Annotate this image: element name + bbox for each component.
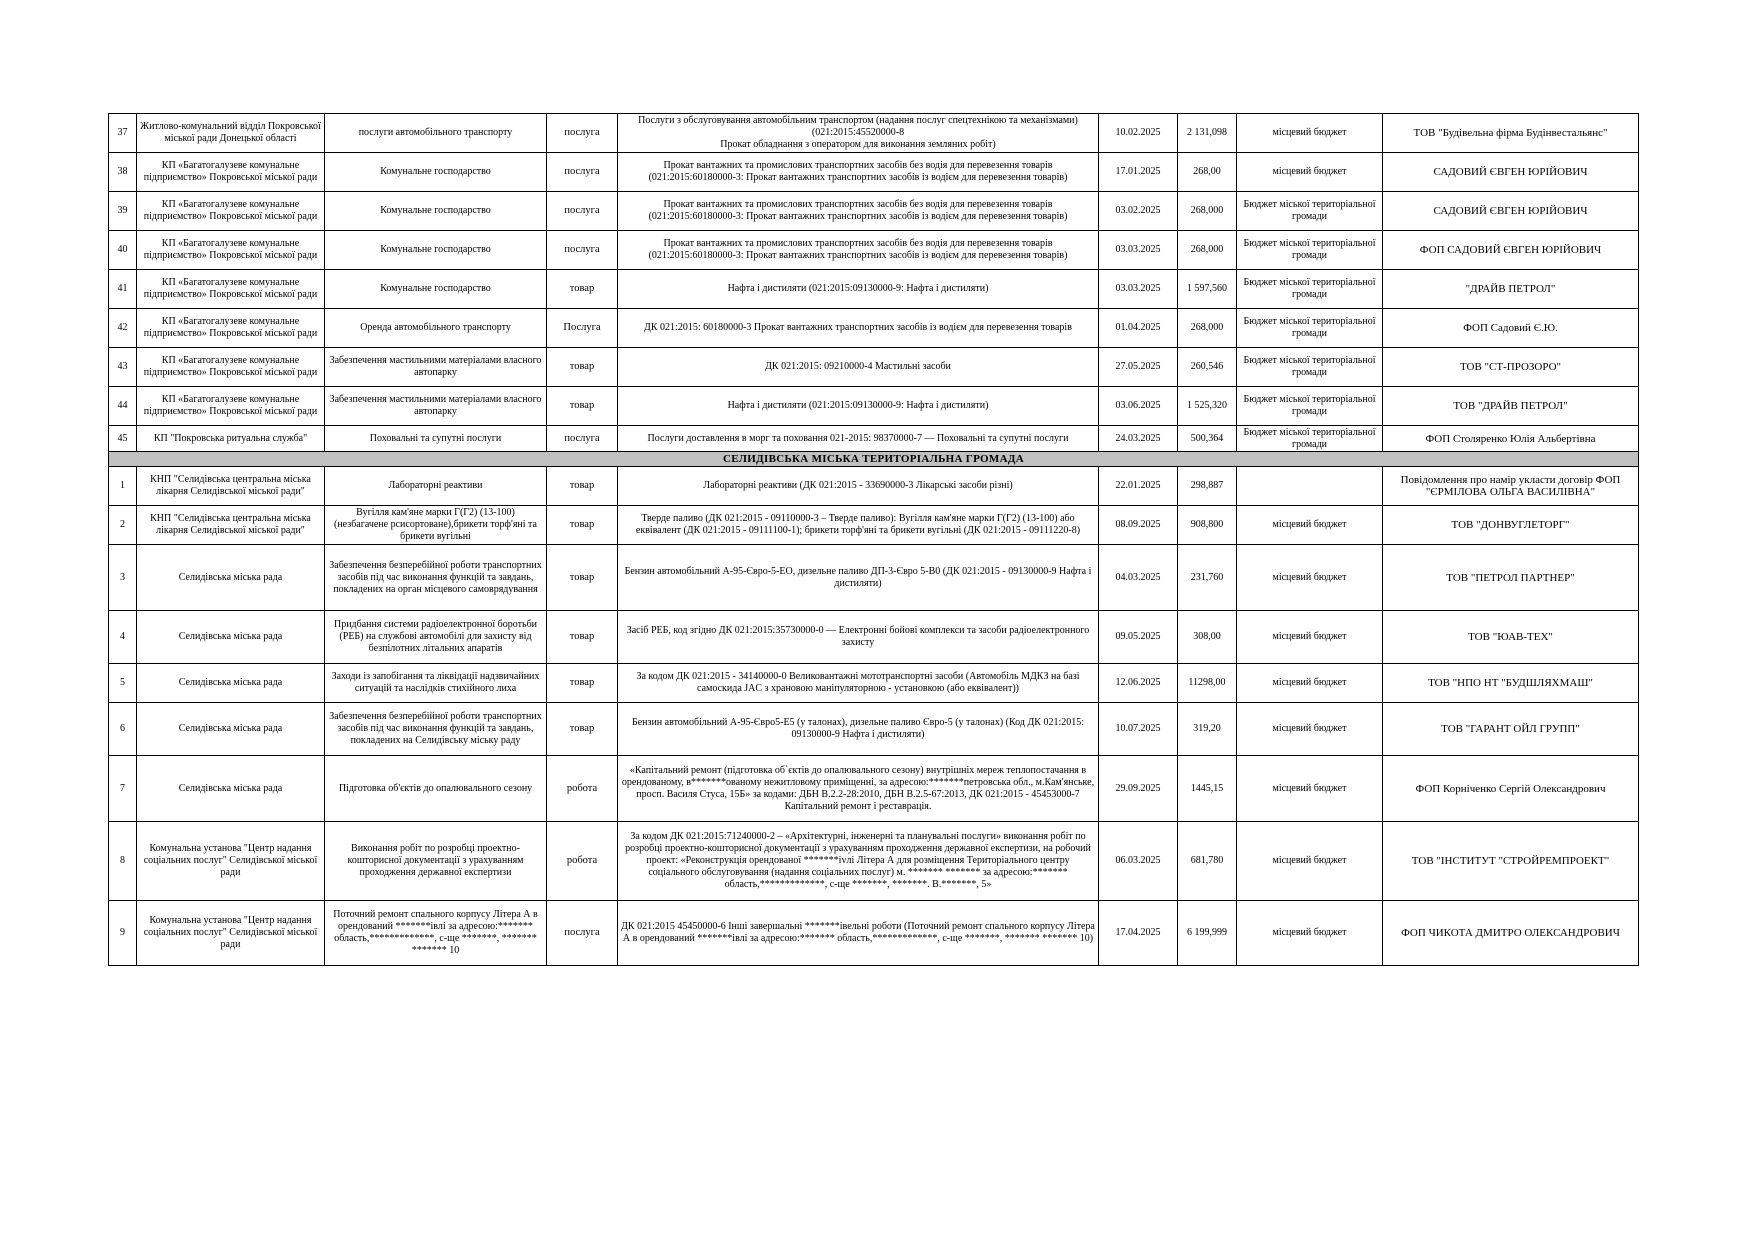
winner-cell: ТОВ "ДОНВУГЛЕТОРГ" [1383, 506, 1639, 545]
subject-cell: Забезпечення мастильними матеріалами власного автопарку [325, 348, 547, 387]
procurement-table [108, 113, 1639, 966]
winner-cell: ТОВ "ГАРАНТ ОЙЛ ГРУПП" [1383, 703, 1639, 756]
procurement-type-cell: товар [547, 270, 618, 309]
procurement-type-cell: послуга [547, 426, 618, 452]
subject-cell: Комунальне господарство [325, 192, 547, 231]
date-cell: 29.09.2025 [1099, 756, 1178, 822]
cpv-description-cell: Нафта і дистиляти (021:2015:09130000-9: Нафта і дистиляти) [618, 270, 1099, 309]
cpv-description-cell: Бензин автомобільний А-95-Євро-5-ЕО, дизельне паливо ДП-3-Євро 5-В0 (ДК 021:2015 - 09130000-9 Нафта і дистиляти) [618, 545, 1099, 611]
winner-cell: ТОВ "ПЕТРОЛ ПАРТНЕР" [1383, 545, 1639, 611]
cpv-description-cell: Послуги доставлення в морг та поховання 021-2015: 98370000-7 — Поховальні та супутні послуги [618, 426, 1099, 452]
amount-cell: 11298,00 [1178, 664, 1237, 703]
table-row [109, 703, 1639, 756]
budget-source-cell: місцевий бюджет [1237, 611, 1383, 664]
row-number: 42 [109, 309, 137, 348]
amount-cell: 681,780 [1178, 822, 1237, 901]
winner-cell: ТОВ "НПО НТ "БУДШЛЯХМАШ" [1383, 664, 1639, 703]
cpv-description-cell: ДК 021:2015 45450000-6 Інші завершальні *******івельні роботи (Поточний ремонт спального корпусу Літера А в орендований *******івлі за адресою:******* область,*************, с-ще *******, ******* ******* 10) [618, 901, 1099, 966]
customer-cell: Селидівська міська рада [137, 756, 325, 822]
winner-cell: ФОП САДОВИЙ ЄВГЕН ЮРІЙОВИЧ [1383, 231, 1639, 270]
subject-cell: Заходи із запобігання та ліквідації надзвичайних ситуацій та наслідків стихійного лиха [325, 664, 547, 703]
subject-cell: Поточний ремонт спального корпусу Літера А в орендований *******івлі за адресою:******* область,*************, с-ще *******, ******* ******* 10 [325, 901, 547, 966]
procurement-type-cell: товар [547, 387, 618, 426]
procurement-type-cell: товар [547, 545, 618, 611]
cpv-description-cell: ДК 021:2015: 60180000-3 Прокат вантажних транспортних засобів із водієм для перевезення товарів [618, 309, 1099, 348]
procurement-type-cell: послуга [547, 153, 618, 192]
winner-cell: САДОВИЙ ЄВГЕН ЮРІЙОВИЧ [1383, 153, 1639, 192]
amount-cell: 298,887 [1178, 467, 1237, 506]
procurement-type-cell: товар [547, 467, 618, 506]
winner-cell: ФОП Садовий Є.Ю. [1383, 309, 1639, 348]
date-cell: 10.07.2025 [1099, 703, 1178, 756]
cpv-description-cell: ДК 021:2015: 09210000-4 Мастильні засоби [618, 348, 1099, 387]
table-row [109, 611, 1639, 664]
date-cell: 09.05.2025 [1099, 611, 1178, 664]
table-row [109, 756, 1639, 822]
procurement-type-cell: послуга [547, 114, 618, 153]
cpv-description-cell: Бензин автомобільний А-95-Євро5-Е5 (у талонах), дизельне паливо Євро-5 (у талонах) (Код ДК 021:2015: 09130000-9 Нафта і дистиляти) [618, 703, 1099, 756]
procurement-type-cell: послуга [547, 192, 618, 231]
budget-source-cell [1237, 467, 1383, 506]
row-number: 9 [109, 901, 137, 966]
date-cell: 03.06.2025 [1099, 387, 1178, 426]
amount-cell: 1 597,560 [1178, 270, 1237, 309]
procurement-type-cell: робота [547, 756, 618, 822]
row-number: 2 [109, 506, 137, 545]
amount-cell: 268,00 [1178, 153, 1237, 192]
budget-source-cell: Бюджет міської територіальної громади [1237, 309, 1383, 348]
customer-cell: КП «Багатогалузеве комунальне підприємство» Покровської міської ради [137, 153, 325, 192]
budget-source-cell: місцевий бюджет [1237, 822, 1383, 901]
budget-source-cell: Бюджет міської територіальної громади [1237, 231, 1383, 270]
budget-source-cell: місцевий бюджет [1237, 664, 1383, 703]
customer-cell: Селидівська міська рада [137, 703, 325, 756]
subject-cell: Забезпечення безперебійної роботи транспортних засобів під час виконання функцій та завдань, покладених на Селидівську міську раду [325, 703, 547, 756]
row-number: 40 [109, 231, 137, 270]
table-row [109, 664, 1639, 703]
date-cell: 06.03.2025 [1099, 822, 1178, 901]
table-row [109, 901, 1639, 966]
winner-cell: ТОВ "ЮАВ-ТЕХ" [1383, 611, 1639, 664]
subject-cell: Комунальне господарство [325, 231, 547, 270]
amount-cell: 260,546 [1178, 348, 1237, 387]
row-number: 39 [109, 192, 137, 231]
subject-cell: Придбання системи радіоелектронної боротьби (РЕБ) на службові автомобілі для захисту від безпілотних літальних апаратів [325, 611, 547, 664]
winner-cell: ТОВ "СТ-ПРОЗОРО" [1383, 348, 1639, 387]
table-row [109, 153, 1639, 192]
cpv-description-cell: Послуги з обслуговування автомобільним транспортом (надання послуг спецтехнікою та механізмами) (021:2015:45520000-8 Прокат обладнання з оператором для виконання земляних робіт) [618, 114, 1099, 153]
date-cell: 04.03.2025 [1099, 545, 1178, 611]
cpv-description-cell: Тверде паливо (ДК 021:2015 - 09110000-3 – Тверде паливо): Вугілля кам'яне марки Г(Г2) (13-100) або еквівалент (ДК 021:2015 - 09111100-1); брикети торф'яні та брикети вугільні (ДК 021:2015 - 09111220-8) [618, 506, 1099, 545]
amount-cell: 500,364 [1178, 426, 1237, 452]
budget-source-cell: місцевий бюджет [1237, 756, 1383, 822]
budget-source-cell: Бюджет міської територіальної громади [1237, 387, 1383, 426]
customer-cell: Селидівська міська рада [137, 664, 325, 703]
date-cell: 03.03.2025 [1099, 270, 1178, 309]
row-number: 45 [109, 426, 137, 452]
customer-cell: Комунальна установа "Центр надання соціальних послуг" Селидівської міської ради [137, 822, 325, 901]
cpv-description-cell: Засіб РЕБ, код згідно ДК 021:2015:35730000-0 — Електронні бойові комплекси та засоби радіоелектронного захисту [618, 611, 1099, 664]
amount-cell: 231,760 [1178, 545, 1237, 611]
budget-source-cell: місцевий бюджет [1237, 703, 1383, 756]
customer-cell: КП «Багатогалузеве комунальне підприємство» Покровської міської ради [137, 192, 325, 231]
date-cell: 03.02.2025 [1099, 192, 1178, 231]
row-number: 6 [109, 703, 137, 756]
budget-source-cell: Бюджет міської територіальної громади [1237, 192, 1383, 231]
cpv-description-cell: Прокат вантажних та промислових транспортних засобів без водія для перевезення товарів (021:2015:60180000-3: Прокат вантажних транспортних засобів із водієм для перевезення товарів) [618, 153, 1099, 192]
customer-cell: КНП "Селидівська центральна міська лікарня Селидівської міської ради" [137, 467, 325, 506]
table-row [109, 387, 1639, 426]
row-number: 37 [109, 114, 137, 153]
budget-source-cell: місцевий бюджет [1237, 506, 1383, 545]
winner-cell: ФОП Столяренко Юлія Альбертівна [1383, 426, 1639, 452]
amount-cell: 268,000 [1178, 192, 1237, 231]
customer-cell: КП «Багатогалузеве комунальне підприємство» Покровської міської ради [137, 309, 325, 348]
cpv-description-cell: Прокат вантажних та промислових транспортних засобів без водія для перевезення товарів (021:2015:60180000-3: Прокат вантажних транспортних засобів із водієм для перевезення товарів) [618, 231, 1099, 270]
section-header-row [109, 452, 1639, 467]
table-row [109, 114, 1639, 153]
procurement-type-cell: послуга [547, 231, 618, 270]
cpv-description-cell: За кодом ДК 021:2015 - 34140000-0 Великовантажні мототранспортні засоби (Автомобіль МДКЗ на базі самоскида JAC з храновою маніпуляторною - установкою (або еквівалент)) [618, 664, 1099, 703]
date-cell: 17.04.2025 [1099, 901, 1178, 966]
customer-cell: КП «Багатогалузеве комунальне підприємство» Покровської міської ради [137, 231, 325, 270]
row-number: 43 [109, 348, 137, 387]
customer-cell: КП «Багатогалузеве комунальне підприємство» Покровської міської ради [137, 348, 325, 387]
amount-cell: 319,20 [1178, 703, 1237, 756]
table-row [109, 426, 1639, 452]
budget-source-cell: місцевий бюджет [1237, 153, 1383, 192]
winner-cell: Повідомлення про намір укласти договір ФОП "ЄРМІЛОВА ОЛЬГА ВАСИЛІВНА" [1383, 467, 1639, 506]
amount-cell: 1 525,320 [1178, 387, 1237, 426]
customer-cell: КП «Багатогалузеве комунальне підприємство» Покровської міської ради [137, 270, 325, 309]
row-number: 7 [109, 756, 137, 822]
subject-cell: Комунальне господарство [325, 270, 547, 309]
table-row [109, 545, 1639, 611]
row-number: 3 [109, 545, 137, 611]
winner-cell: ТОВ "ДРАЙВ ПЕТРОЛ" [1383, 387, 1639, 426]
row-number: 44 [109, 387, 137, 426]
row-number: 4 [109, 611, 137, 664]
customer-cell: Комунальна установа "Центр надання соціальних послуг" Селидівської міської ради [137, 901, 325, 966]
winner-cell: ТОВ "ІНСТИТУТ "СТРОЙРЕМПРОЕКТ" [1383, 822, 1639, 901]
customer-cell: КП «Багатогалузеве комунальне підприємство» Покровської міської ради [137, 387, 325, 426]
table-row [109, 467, 1639, 506]
date-cell: 08.09.2025 [1099, 506, 1178, 545]
amount-cell: 2 131,098 [1178, 114, 1237, 153]
table-row [109, 822, 1639, 901]
amount-cell: 308,00 [1178, 611, 1237, 664]
date-cell: 17.01.2025 [1099, 153, 1178, 192]
cpv-description-cell: Лабораторні реактиви (ДК 021:2015 - 33690000-3 Лікарські засоби різні) [618, 467, 1099, 506]
date-cell: 22.01.2025 [1099, 467, 1178, 506]
subject-cell: Поховальні та супутні послуги [325, 426, 547, 452]
procurement-type-cell: Послуга [547, 309, 618, 348]
subject-cell: Лабораторні реактиви [325, 467, 547, 506]
table-row [109, 231, 1639, 270]
procurement-type-cell: товар [547, 506, 618, 545]
table-row [109, 506, 1639, 545]
procurement-type-cell: товар [547, 664, 618, 703]
subject-cell: Оренда автомобільного транспорту [325, 309, 547, 348]
row-number: 38 [109, 153, 137, 192]
subject-cell: Виконання робіт по розробці проектно-кошторисної документації з урахуванням проходження державної експертизи [325, 822, 547, 901]
row-number: 8 [109, 822, 137, 901]
amount-cell: 908,800 [1178, 506, 1237, 545]
budget-source-cell: місцевий бюджет [1237, 545, 1383, 611]
budget-source-cell: Бюджет міської територіальної громади [1237, 348, 1383, 387]
budget-source-cell: місцевий бюджет [1237, 901, 1383, 966]
row-number: 1 [109, 467, 137, 506]
section-title: СЕЛИДІВСЬКА МІСЬКА ТЕРИТОРІАЛЬНА ГРОМАДА [109, 452, 1639, 467]
customer-cell: Селидівська міська рада [137, 611, 325, 664]
customer-cell: Селидівська міська рада [137, 545, 325, 611]
procurement-type-cell: товар [547, 348, 618, 387]
date-cell: 24.03.2025 [1099, 426, 1178, 452]
procurement-type-cell: товар [547, 611, 618, 664]
subject-cell: Вугілля кам'яне марки Г(Г2) (13-100) (незбагачене рсисортоване),брикети торф'яні та брикети вугільні [325, 506, 547, 545]
procurement-type-cell: товар [547, 703, 618, 756]
subject-cell: Забезпечення безперебійної роботи транспортних засобів під час виконання функцій та завдань, покладених на орган місцевого самоврядування [325, 545, 547, 611]
budget-source-cell: місцевий бюджет [1237, 114, 1383, 153]
procurement-type-cell: робота [547, 822, 618, 901]
table-row [109, 309, 1639, 348]
customer-cell: Житлово-комунальний відділ Покровської міської ради Донецької області [137, 114, 325, 153]
winner-cell: "ДРАЙВ ПЕТРОЛ" [1383, 270, 1639, 309]
table-row [109, 270, 1639, 309]
amount-cell: 6 199,999 [1178, 901, 1237, 966]
customer-cell: КП "Покровська ритуальна служба" [137, 426, 325, 452]
subject-cell: Підготовка об'єктів до опалювального сезону [325, 756, 547, 822]
cpv-description-cell: Нафта і дистиляти (021:2015:09130000-9: Нафта і дистиляти) [618, 387, 1099, 426]
date-cell: 27.05.2025 [1099, 348, 1178, 387]
row-number: 41 [109, 270, 137, 309]
date-cell: 12.06.2025 [1099, 664, 1178, 703]
winner-cell: ФОП ЧИКОТА ДМИТРО ОЛЕКСАНДРОВИЧ [1383, 901, 1639, 966]
procurement-type-cell: послуга [547, 901, 618, 966]
customer-cell: КНП "Селидівська центральна міська лікарня Селидівської міської ради" [137, 506, 325, 545]
amount-cell: 268,000 [1178, 309, 1237, 348]
budget-source-cell: Бюджет міської територіальної громади [1237, 270, 1383, 309]
cpv-description-cell: «Капітальний ремонт (підготовка об`єктів до опалювального сезону) внутрішніх мереж теплопостачання в орендованому, в*******ованому нежитловому приміщенні, за адресою:*******петровська обл., м.Кам'янське, просп. Василя Стуса, 15Б» за кодами: ДБН В.2.2-28:2010, ДБН В.2.5-67:2013, ДК 021:2015 - 45453000-7 Капітальний ремонт і реставрація. [618, 756, 1099, 822]
subject-cell: Комунальне господарство [325, 153, 547, 192]
date-cell: 01.04.2025 [1099, 309, 1178, 348]
subject-cell: Забезпечення мастильними матеріалами власного автопарку [325, 387, 547, 426]
date-cell: 10.02.2025 [1099, 114, 1178, 153]
cpv-description-cell: Прокат вантажних та промислових транспортних засобів без водія для перевезення товарів (021:2015:60180000-3: Прокат вантажних транспортних засобів із водієм для перевезення товарів) [618, 192, 1099, 231]
winner-cell: ТОВ "Будівельна фірма Будінвестальянс" [1383, 114, 1639, 153]
table-row [109, 348, 1639, 387]
date-cell: 03.03.2025 [1099, 231, 1178, 270]
row-number: 5 [109, 664, 137, 703]
budget-source-cell: Бюджет міської територіальної громади [1237, 426, 1383, 452]
cpv-description-cell: За кодом ДК 021:2015:71240000-2 – «Архітектурні, інженерні та планувальні послуги» виконання робіт по розробці проектно-кошторисної документації з урахуванням проходження державної експертизи, на робочий проект: «Реконструкція орендованої *******ivлі Літера А для розміщення Територіального центру соціального обслуговування (надання соціальних послуг) м. ******* ******* за адресою:******* область,*************, с-ще *******, *******. В.*******, 5» [618, 822, 1099, 901]
amount-cell: 1445,15 [1178, 756, 1237, 822]
subject-cell: послуги автомобільного транспорту [325, 114, 547, 153]
table-row [109, 192, 1639, 231]
winner-cell: ФОП Корніченко Сергій Олександрович [1383, 756, 1639, 822]
amount-cell: 268,000 [1178, 231, 1237, 270]
winner-cell: САДОВИЙ ЄВГЕН ЮРІЙОВИЧ [1383, 192, 1639, 231]
